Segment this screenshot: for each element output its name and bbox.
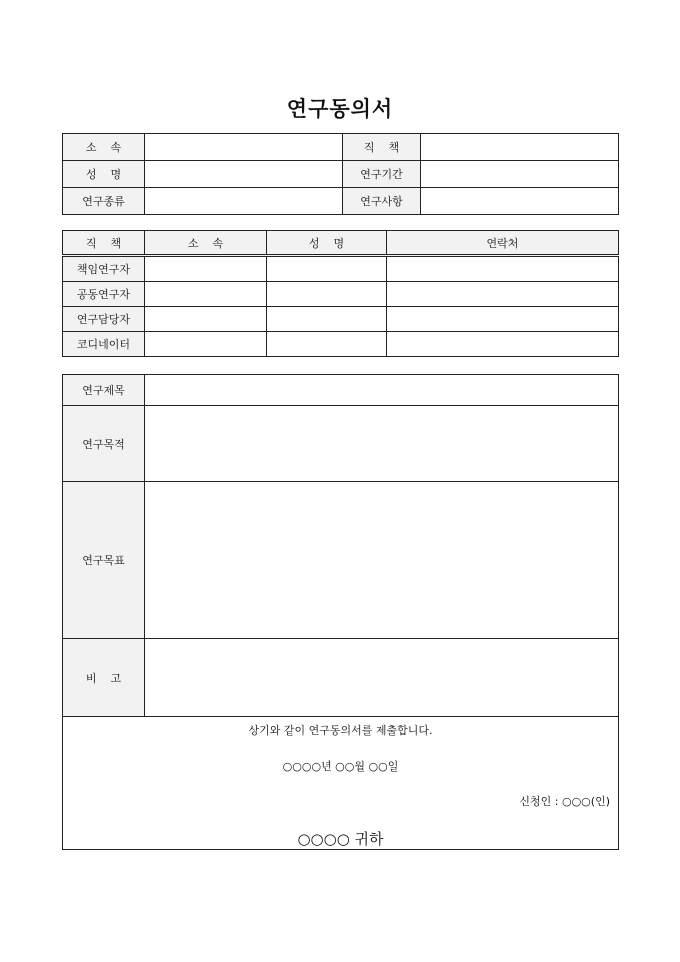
- details-table: [62, 374, 619, 717]
- field-matters[interactable]: [421, 188, 619, 215]
- declaration-section: [62, 716, 619, 850]
- field-remarks[interactable]: [145, 639, 619, 717]
- role-research-staff: 연구담당자: [63, 307, 145, 332]
- cell-affiliation[interactable]: [145, 307, 267, 332]
- field-period[interactable]: [421, 161, 619, 188]
- header-name: 성 명: [267, 231, 387, 256]
- label-goal: 연구목표: [63, 482, 145, 639]
- cell-contact[interactable]: [387, 256, 619, 282]
- cell-name[interactable]: [267, 332, 387, 357]
- label-subject: 연구제목: [63, 375, 145, 406]
- label-purpose: 연구목적: [63, 406, 145, 482]
- applicant-signature: 신청인 : ○○○(인): [519, 795, 610, 808]
- role-principal-investigator: 책임연구자: [63, 256, 145, 282]
- header-position: 직 책: [63, 231, 145, 256]
- recipient: ○○○○ 귀하: [297, 830, 384, 848]
- field-purpose[interactable]: [145, 406, 619, 482]
- field-type[interactable]: [145, 188, 343, 215]
- document-title: 연구동의서: [286, 97, 394, 121]
- members-table: [62, 230, 619, 357]
- role-co-investigator: 공동연구자: [63, 282, 145, 307]
- cell-name[interactable]: [267, 256, 387, 282]
- label-matters: 연구사항: [343, 188, 421, 215]
- cell-name[interactable]: [267, 307, 387, 332]
- label-type: 연구종류: [63, 188, 145, 215]
- cell-affiliation[interactable]: [145, 332, 267, 357]
- cell-name[interactable]: [267, 282, 387, 307]
- label-remarks: 비 고: [63, 639, 145, 717]
- cell-contact[interactable]: [387, 332, 619, 357]
- field-name[interactable]: [145, 161, 343, 188]
- header-contact: 연락처: [387, 231, 619, 256]
- cell-contact[interactable]: [387, 282, 619, 307]
- label-affiliation: 소 속: [63, 134, 145, 161]
- label-name: 성 명: [63, 161, 145, 188]
- header-affiliation: 소 속: [145, 231, 267, 256]
- cell-contact[interactable]: [387, 307, 619, 332]
- field-position[interactable]: [421, 134, 619, 161]
- label-position: 직 책: [343, 134, 421, 161]
- cell-affiliation[interactable]: [145, 256, 267, 282]
- declaration-date: ○○○○년 ○○월 ○○일: [282, 760, 399, 773]
- role-coordinator: 코디네이터: [63, 332, 145, 357]
- field-goal[interactable]: [145, 482, 619, 639]
- field-subject[interactable]: [145, 375, 619, 406]
- cell-affiliation[interactable]: [145, 282, 267, 307]
- declaration-statement: 상기와 같이 연구동의서를 제출합니다.: [248, 724, 433, 737]
- field-affiliation[interactable]: [145, 134, 343, 161]
- info-table: [62, 133, 619, 215]
- label-period: 연구기간: [343, 161, 421, 188]
